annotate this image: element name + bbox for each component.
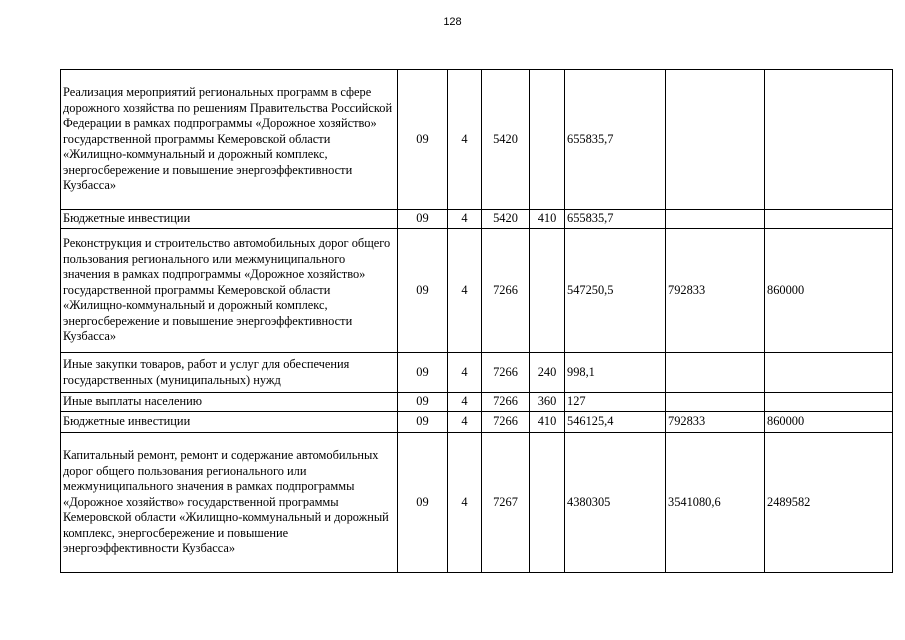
- row-type: 410: [530, 412, 565, 433]
- row-sum-1: 998,1: [565, 353, 666, 393]
- row-section: 09: [398, 210, 448, 229]
- row-sum-1: 655835,7: [565, 70, 666, 210]
- row-sum-2: [666, 393, 765, 412]
- row-sum-2: 3541080,6: [666, 433, 765, 573]
- table-row: [61, 393, 893, 412]
- row-section: 09: [398, 433, 448, 573]
- row-target: 7266: [482, 412, 530, 433]
- row-sum-2: [666, 353, 765, 393]
- row-subsection: 4: [448, 433, 482, 573]
- table-row: [61, 433, 893, 573]
- row-sum-2: 792833: [666, 412, 765, 433]
- budget-table: [60, 69, 893, 573]
- row-subsection: 4: [448, 353, 482, 393]
- row-section: 09: [398, 229, 448, 353]
- row-sum-1: 127: [565, 393, 666, 412]
- row-section: 09: [398, 412, 448, 433]
- row-type: [530, 433, 565, 573]
- row-type: [530, 70, 565, 210]
- row-sum-1: 4380305: [565, 433, 666, 573]
- table-row: [61, 70, 893, 210]
- row-name: Реализация мероприятий региональных программ в сфере дорожного хозяйства по решениям Правительства Российской Федерации в рамках подпрограммы «Дорожное хозяйство» государственной программы Кемеровской области «Жилищно-коммунальный и дорожный комплекс, энергосбережение и повышение энергоэффективности Кузбасса»: [61, 70, 398, 210]
- row-sum-3: [765, 353, 893, 393]
- row-sum-3: [765, 393, 893, 412]
- row-target: 5420: [482, 70, 530, 210]
- row-type: 360: [530, 393, 565, 412]
- row-sum-3: [765, 210, 893, 229]
- row-type: 240: [530, 353, 565, 393]
- table-row: [61, 210, 893, 229]
- row-section: 09: [398, 353, 448, 393]
- row-sum-3: 860000: [765, 229, 893, 353]
- row-sum-2: [666, 210, 765, 229]
- row-target: 5420: [482, 210, 530, 229]
- row-sum-3: 860000: [765, 412, 893, 433]
- row-section: 09: [398, 70, 448, 210]
- table-row: [61, 353, 893, 393]
- row-type: [530, 229, 565, 353]
- row-name: Иные закупки товаров, работ и услуг для обеспечения государственных (муниципальных) нужд: [61, 353, 398, 393]
- row-sum-3: [765, 70, 893, 210]
- table-row: [61, 229, 893, 353]
- row-name: Реконструкция и строительство автомобильных дорог общего пользования регионального или межмуниципального значения в рамках подпрограммы «Дорожное хозяйство» государственной программы Кемеровской области «Жилищно-коммунальный и дорожный комплекс, энергосбережение и повышение энергоэффективности Кузбасса»: [61, 229, 398, 353]
- page-number: 128: [443, 16, 462, 28]
- row-subsection: 4: [448, 229, 482, 353]
- row-sum-1: 547250,5: [565, 229, 666, 353]
- row-subsection: 4: [448, 70, 482, 210]
- table-row: [61, 412, 893, 433]
- row-sum-1: 546125,4: [565, 412, 666, 433]
- row-sum-2: 792833: [666, 229, 765, 353]
- row-name: Иные выплаты населению: [61, 393, 398, 412]
- row-type: 410: [530, 210, 565, 229]
- row-target: 7266: [482, 229, 530, 353]
- row-target: 7266: [482, 353, 530, 393]
- row-name: Бюджетные инвестиции: [61, 412, 398, 433]
- row-sum-1: 655835,7: [565, 210, 666, 229]
- row-target: 7266: [482, 393, 530, 412]
- row-target: 7267: [482, 433, 530, 573]
- row-subsection: 4: [448, 393, 482, 412]
- row-name: Капитальный ремонт, ремонт и содержание автомобильных дорог общего пользования регионального или межмуниципального значения в рамках подпрограммы «Дорожное хозяйство» государственной программы Кемеровской области «Жилищно-коммунальный и дорожный комплекс, энергосбережение и повышение энергоэффективности Кузбасса»: [61, 433, 398, 573]
- row-sum-2: [666, 70, 765, 210]
- row-subsection: 4: [448, 210, 482, 229]
- row-sum-3: 2489582: [765, 433, 893, 573]
- row-name: Бюджетные инвестиции: [61, 210, 398, 229]
- row-section: 09: [398, 393, 448, 412]
- row-subsection: 4: [448, 412, 482, 433]
